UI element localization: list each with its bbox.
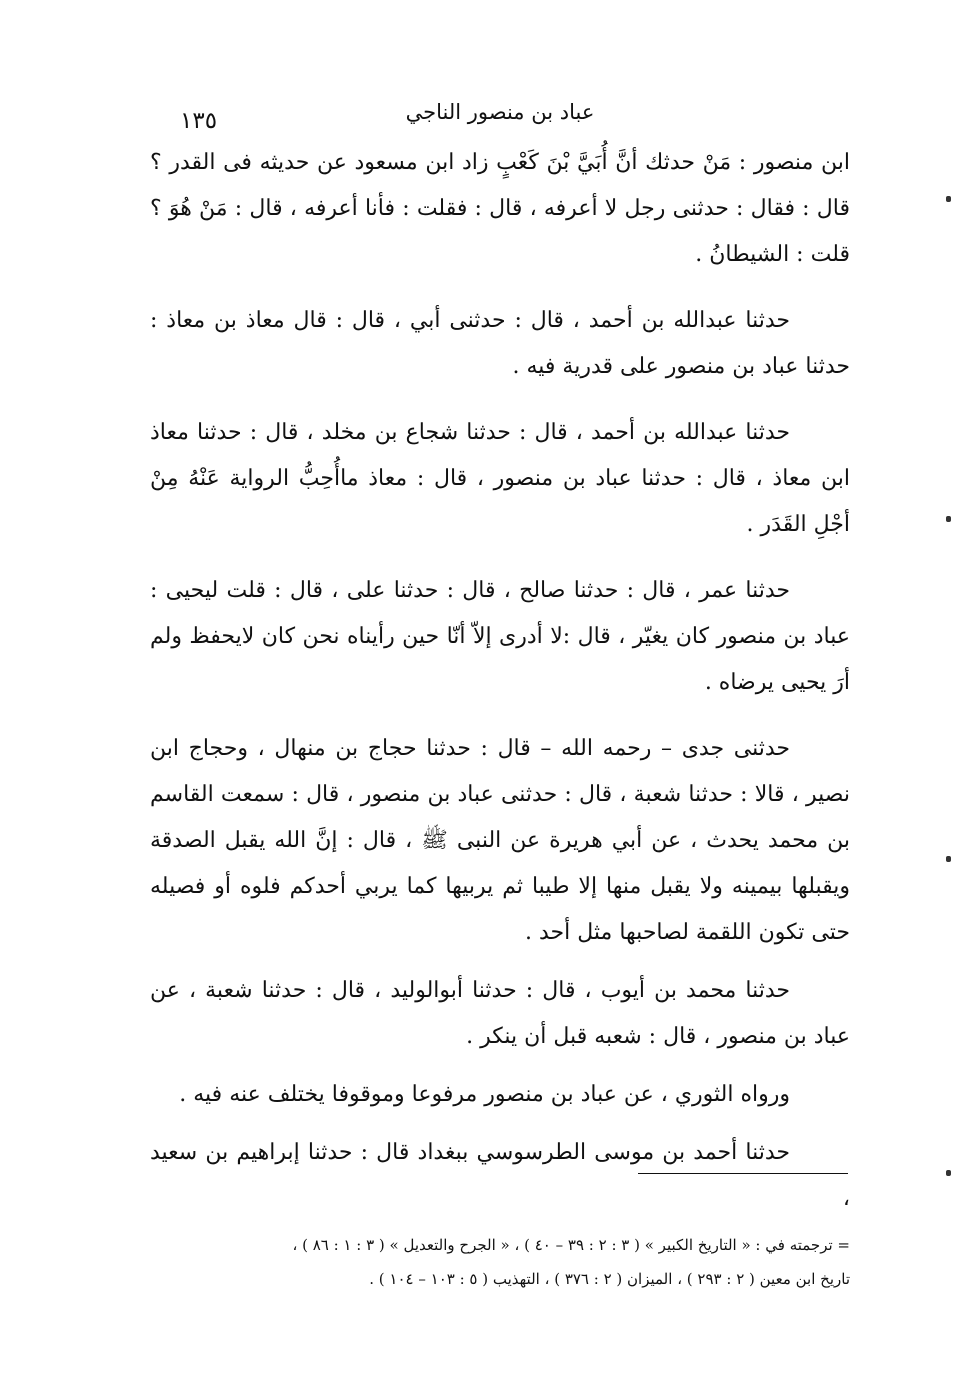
paragraph-6: حدثنا محمد بن أيوب ، قال : حدثنا أبوالوليد ، قال : حدثنا شعبة ، عن عباد بن منصور ، قال : شعبه قبل أن ينكر .: [150, 978, 850, 1049]
footnote-separator: [638, 1173, 848, 1174]
main-text: [150, 140, 850, 1222]
paragraph-3: حدثنا عبدالله بن أحمد ، قال : حدثنا شجاع بن مخلد ، قال : حدثنا معاذ ابن معاذ ، قال : حدثنا عباد بن منصور ، قال : معاذ ماأُحِبُّ الرواية عَنْهُ مِنْ أجْلِ القَدَر .: [150, 420, 850, 537]
paragraph-2: حدثنا عبدالله بن أحمد ، قال : حدثنى أبي ، قال : قال معاذ بن معاذ : حدثنا عباد بن منصور على قدرية فيه .: [150, 308, 850, 379]
footnote: [150, 1228, 850, 1296]
page-number: ١٣٥: [180, 108, 218, 134]
scan-edge-mark: [946, 856, 951, 862]
paragraph-1: ابن منصور : مَنْ حدثك أنَّ أُبَيَّ بْنَ كَعْبٍ زاد ابن مسعود عن حديثه فى القدر ؟ قال : فقال : حدثنى رجل لا أعرفه ، قال : فقلت : فأنا أعرفه ، قال : مَنْ هُوَ ؟ قلت : الشيطانُ .: [150, 150, 850, 267]
scan-edge-mark: [946, 516, 951, 522]
footnote-line-1: = ترجمته في : « التاريخ الكبير » ( ٣ : ٢ : ٣٩ – ٤٠ ) ، « الجرح والتعديل » ( ٣ : ١ : ٨٦ ) ،: [292, 1236, 850, 1254]
running-head: عباد بن منصور الناجي: [405, 100, 595, 124]
scan-edge-mark: [946, 1170, 951, 1176]
paragraph-4: حدثنا عمر ، قال : حدثنا صالح ، قال : حدثنا على ، قال : قلت ليحيى : عباد بن منصور كان يغيّر ، قال :لا أدرى إلاّ أنّا حين رأيناه نحن كان لايحفظ ولم أرَ يحيى يرضاه .: [150, 578, 850, 695]
paragraph-5: حدثنى جدى – رحمه الله – قال : حدثنا حجاج بن منهال ، وحجاج ابن نصير ، قالا : حدثنا شعبة ، قال : حدثنى عباد بن منصور ، قال : سمعت القاسم بن محمد يحدث ، عن أبي هريرة عن النبى ﷺ ، قال : إنَّ الله يقبل الصدقة ويقبلها بيمينه ولا يقبل منها إلا طيبا ثم يربيها كما يربي أحدكم فلوه أو فصيله حتى تكون اللقمة لصاحبها مثل أحد .: [150, 736, 850, 945]
paragraph-7: ورواه الثوري ، عن عباد بن منصور مرفوعا وموقوفا يختلف عنه فيه .: [179, 1082, 790, 1107]
footnote-line-2: تاريخ ابن معين ( ٢ : ٢٩٣ ) ، الميزان ( ٢ : ٣٧٦ ) ، التهذيب ( ٥ : ١٠٣ – ١٠٤ ) .: [369, 1270, 850, 1288]
paragraph-8: حدثنا أحمد بن موسى الطرسوسي ببغداد قال : حدثنا إبراهيم بن سعيد ،: [150, 1140, 850, 1211]
scan-edge-mark: [946, 196, 951, 202]
page-header: [150, 100, 850, 140]
